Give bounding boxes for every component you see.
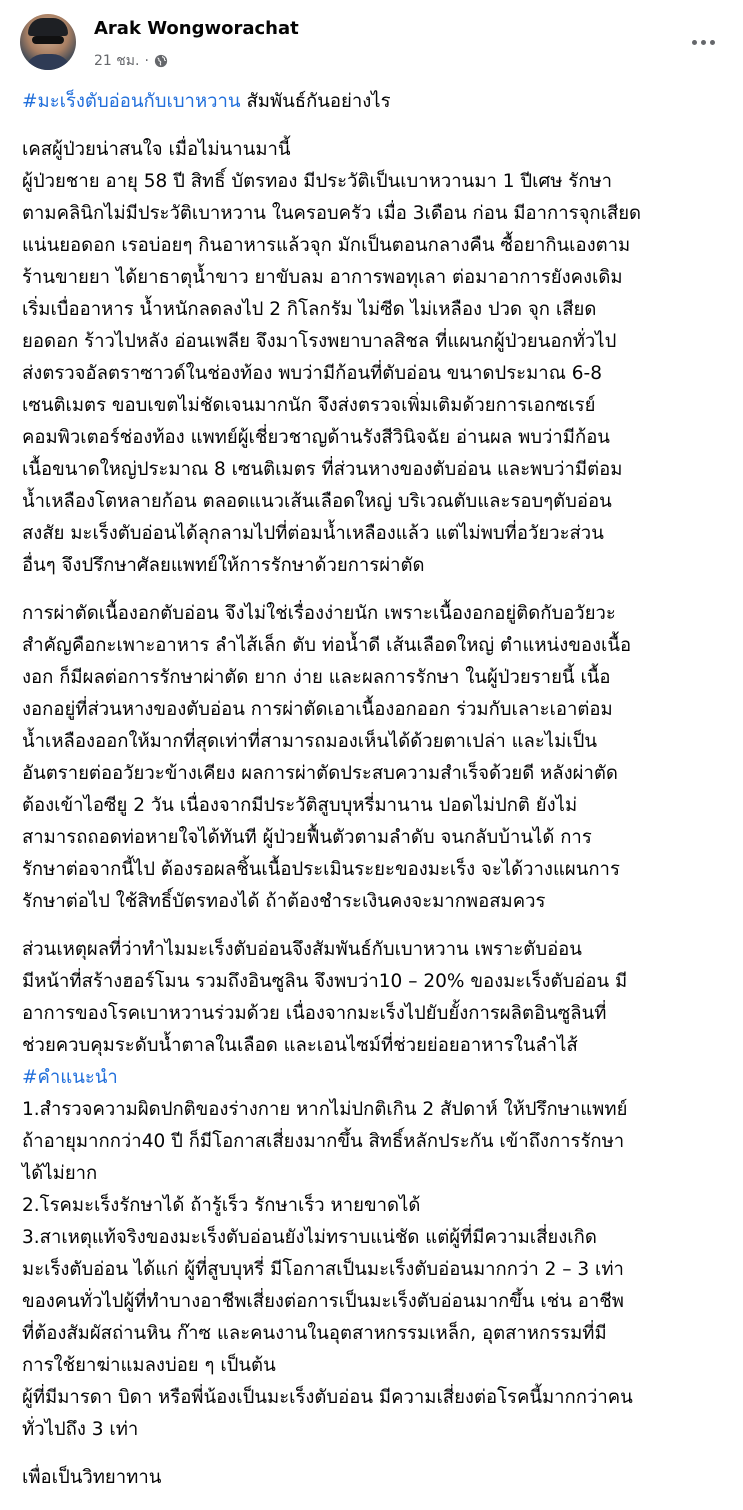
paragraph-case: เคสผู้ป่วยน่าสนใจ เมื่อไม่นานมานี้ ผู้ป่วยชาย อายุ 58 ปี สิทธิ์ บัตรทอง มีประวัติเป็นเบาหวานมา 1 ปีเศษ รักษา ตามคลินิกไม่มีประวัติเบาหวาน ในครอบครัว เมื่อ 3เดือน ก่อน มีอาการจุกเสียด แน่นยอดอก เรอบ่อยๆ กินอาหารแล้วจุก มักเป็นตอนกลางคืน ซื้อยากินเองตาม ร้านขายยา ได้ยาธาตุน้ำขาว ยาขับลม อาการพอทุเลา ต่อมาอาการยังคงเดิม เริ่มเบื่ออาหาร น้ำหนักลดลงไป 2 กิโลกรัม ไม่ซีด ไม่เหลือง ปวด จุก เสียด ยอดอก ร้าวไปหลัง อ่อนเพลีย จึงมาโรงพยาบาลสิชล ที่แผนกผู้ป่วยนอกทั่วไป ส่งตรวจอัลตราซาวด์ในช่องท้อง พบว่ามีก้อนที่ตับอ่อน ขนาดประมาณ 6-8 เซนติเมตร ขอบเขตไม่ชัดเจนมากนัก จึงส่งตรวจเพิ่มเติมด้วยการเอกซเรย์ คอมพิวเตอร์ช่องท้อง แพทย์ผู้เชี่ยวชาญด้านรังสีวินิจฉัย อ่านผล พบว่ามีก้อน เนื้อขนาดใหญ่ประมาณ 8 เซนติเมตร ที่ส่วนหางของตับอ่อน และพบว่ามีต่อม น้ำเหลืองโตหลายก้อน ตลอดแนวเส้นเลือดใหญ่ บริเวณตับและรอบๆตับอ่อน สงสัย มะเร็งตับอ่อนได้ลุกลามไปที่ต่อมน้ำเหลืองแล้ว แต่ไม่พบที่อวัยวะส่วน อื่นๆ จึงปรึกษาศัลยแพทย์ให้การรักษาด้วยการผ่าตัด: [22, 139, 642, 576]
paragraph-reason: ส่วนเหตุผลที่ว่าทำไมมะเร็งตับอ่อนจึงสัมพันธ์กับเบาหวาน เพราะตับอ่อน มีหน้าที่สร้างฮอร์โมน รวมถึงอินซูลิน จึงพบว่า10 – 20% ของมะเร็งตับอ่อน มี อาการของโรคเบาหวานร่วมด้วย เนื่องจากมะเร็งไปยับยั้งการผลิตอินซูลินที่ ช่วยควบคุมระดับน้ำตาลในเลือด และเอนไซม์ที่ช่วยย่อยอาหารในลำไส้: [22, 939, 628, 1056]
post-content: [22, 86, 726, 1510]
hashtag-advice[interactable]: #คำแนะนำ: [22, 1067, 118, 1088]
paragraph-surgery: การผ่าตัดเนื้องอกตับอ่อน จึงไม่ใช่เรื่องง่ายนัก เพราะเนื้องอกอยู่ติดกับอวัยวะ สำคัญคือกะเพาะอาหาร ลำไส้เล็ก ตับ ท่อน้ำดี เส้นเลือดใหญ่ ตำแหน่งของเนื้อ งอก ก็มีผลต่อการรักษาผ่าตัด ยาก ง่าย และผลการรักษา ในผู้ป่วยรายนี้ เนื้อ งอกอยู่ที่ส่วนหางของตับอ่อน การผ่าตัดเอาเนื้องอกออก ร่วมกับเลาะเอาต่อม น้ำเหลืองออกให้มากที่สุดเท่าที่สามารถมองเห็นได้ด้วยตาเปล่า และไม่เป็น อันตรายต่ออวัยวะข้างเคียง ผลการผ่าตัดประสบความสำเร็จด้วยดี หลังผ่าตัด ต้องเข้าไอซียู 2 วัน เนื่องจากมีประวัติสูบบุหรี่มานาน ปอดไม่ปกติ ยังไม่ สามารถถอดท่อหายใจได้ทันที ผู้ป่วยฟื้นตัวตามลำดับ จนกลับบ้านได้ การ รักษาต่อจากนี้ไป ต้องรอผลชิ้นเนื้อประเมินระยะของมะเร็ง จะได้วางแผนการ รักษาต่อไป ใช้สิทธิ์บัตรทองได้ ถ้าต้องชำระเงินคงจะมากพอสมควร: [22, 603, 632, 912]
more-options-icon[interactable]: [685, 30, 721, 54]
post-header: [20, 14, 723, 74]
post-timestamp[interactable]: 21 ชม.: [94, 53, 140, 69]
more-dot: [710, 40, 715, 45]
avatar-glasses: [32, 36, 64, 44]
avatar-shirt: [24, 54, 72, 70]
paragraph-advice: 1.สำรวจความผิดปกติของร่างกาย หากไม่ปกติเกิน 2 สัปดาห์ ให้ปรึกษาแพทย์ ถ้าอายุมากกว่า40 ปี ก็มีโอกาสเสี่ยงมากขึ้น สิทธิ์หลักประกัน เข้าถึงการรักษา ได้ไม่ยาก 2.โรคมะเร็งรักษาได้ ถ้ารู้เร็ว รักษาเร็ว หายขาดได้ 3.สาเหตุแท้จริงของมะเร็งตับอ่อนยังไม่ทราบแน่ชัด แต่ผู้ที่มีความเสี่ยงเกิด มะเร็งตับอ่อน ได้แก่ ผู้ที่สูบบุหรี่ มีโอกาสเป็นมะเร็งตับอ่อนมากกว่า 2 – 3 เท่า ของคนทั่วไปผู้ที่ทำบางอาชีพเสี่ยงต่อการเป็นมะเร็งตับอ่อนมากขึ้น เช่น อาชีพ ที่ต้องสัมผัสถ่านหิน ก๊าซ และคนงานในอุตสาหกรรมเหล็ก, อุตสาหกรรมที่มี การใช้ยาฆ่าแมลงบ่อย ๆ เป็นต้น ผู้ที่มีมารดา บิดา หรือพี่น้องเป็นมะเร็งตับอ่อน มีความเสี่ยงต่อโรคนี้มากกว่าคน ทั่วไปถึง 3 เท่า: [22, 1099, 633, 1440]
paragraph-closing: เพื่อเป็นวิทยาทาน: [22, 1467, 162, 1488]
post-title-text: สัมพันธ์กันอย่างไร: [240, 91, 391, 112]
author-name[interactable]: Arak Wongworachat: [94, 18, 299, 39]
post-meta: [94, 50, 168, 72]
more-dot: [701, 40, 706, 45]
hashtag-pancreatic-cancer-diabetes[interactable]: #มะเร็งตับอ่อนกับเบาหวาน: [22, 91, 241, 112]
meta-separator: ·: [144, 53, 149, 69]
avatar-cap: [28, 18, 68, 36]
more-dot: [692, 40, 697, 45]
globe-icon: [154, 54, 168, 68]
post-title: [22, 86, 726, 118]
avatar[interactable]: [20, 14, 76, 70]
